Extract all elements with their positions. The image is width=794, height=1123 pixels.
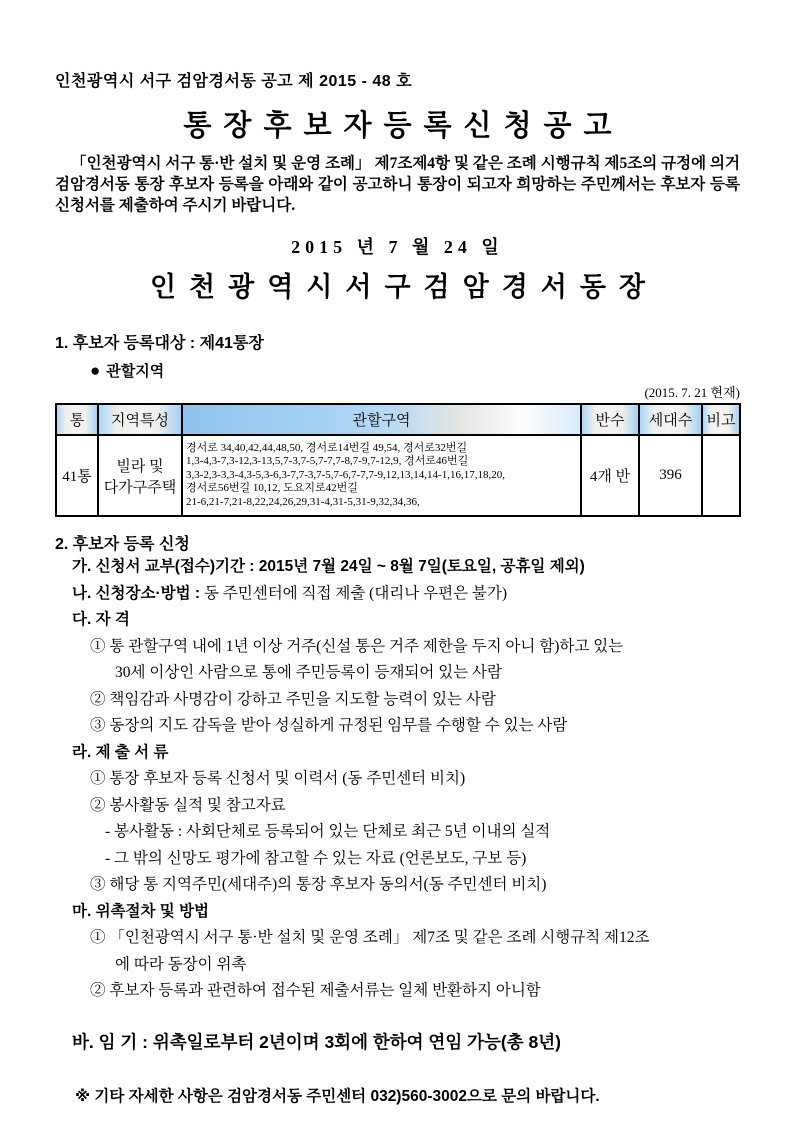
cell-households: 396 — [639, 435, 702, 516]
cell-region-type — [98, 435, 182, 516]
item-ma-1-line2: 에 따라 동장이 위촉 — [115, 955, 247, 973]
item-da-3: ③ 동장의 지도 감독을 받아 성실하게 규정된 임무를 수행할 수 있는 사람 — [90, 717, 568, 734]
item-da-label: 다. 자 격 — [72, 611, 130, 628]
cell-jurisdiction-addresses — [182, 435, 581, 516]
address-line: 21-6,21-7,21-8,22,24,26,29,31-4,31-5,31-9,32,34,36, — [186, 495, 420, 508]
item-na-label: 나. 신청장소·방법 : — [72, 584, 201, 602]
item-na — [72, 581, 740, 608]
item-ma-2: ② 후보자 등록과 관련하여 접수된 제출서류는 일체 반환하지 아니함 — [90, 982, 541, 999]
jurisdiction-table — [55, 403, 741, 517]
item-ra-2: ② 봉사활동 실적 및 참고자료 — [90, 796, 286, 814]
section2 — [55, 531, 740, 1106]
document-title: 통장후보자등록신청공고 — [183, 110, 624, 142]
cell-note — [702, 435, 740, 516]
signer-title: 인천광역시서구검암경서동장 — [149, 272, 659, 302]
cell-ban-count: 4개 반 — [581, 435, 639, 516]
item-ba-term: 바. 임 기 : 위촉일로부터 2년이며 3회에 한하여 연임 가능(총 8년) — [72, 1031, 561, 1052]
item-ma-label: 마. 위촉절차 및 방법 — [72, 902, 210, 920]
jurisdiction-label-line — [90, 360, 740, 381]
col-header-ban-count: 반수 — [581, 404, 639, 435]
item-ra-1: ① 통장 후보자 등록 신청서 및 이력서 (동 주민센터 비치) — [90, 770, 466, 787]
region-type-line1: 빌라 및 — [116, 458, 164, 475]
col-header-note: 비고 — [702, 404, 740, 435]
item-da-1-line2: 30세 이상인 사람으로 통에 주민등록이 등재되어 있는 사람 — [115, 664, 503, 681]
address-line: 경서로 34,40,42,44,48,50, 경서로14번길 49,54, 경서로32번길 — [186, 441, 468, 454]
jurisdiction-label: 관할지역 — [106, 363, 165, 380]
contact-note: ※ 기타 자세한 사항은 검암경서동 주민센터 032)560-3002으로 문의 바랍니다. — [75, 1087, 600, 1105]
cell-tong: 41통 — [56, 435, 98, 516]
circle-bullet-icon: ● — [90, 361, 101, 380]
item-ra-2-dash2: - 그 밖의 신망도 평가에 참고할 수 있는 자료 (언론보도, 구보 등) — [105, 849, 527, 867]
col-header-jurisdiction: 관할구역 — [182, 404, 581, 435]
item-ra-3: ③ 해당 통 지역주민(세대주)의 통장 후보자 동의서(동 주민센터 비치) — [90, 876, 547, 893]
item-ra-label: 라. 제 출 서 류 — [72, 743, 169, 761]
section2-heading: 2. 후보자 등록 신청 — [55, 536, 190, 553]
address-line: 경서로56번길 10,12, 도요지로42번길 — [186, 482, 358, 495]
col-header-tong: 통 — [56, 404, 98, 435]
item-da-2: ② 책임감과 사명감이 강하고 주민을 지도할 능력이 있는 사람 — [90, 690, 496, 708]
item-na-value: 동 주민센터에 직접 제출 (대리나 우편은 불가) — [203, 584, 508, 602]
intro-paragraph: 「인천광역시 서구 통·반 설치 및 운영 조례」 제7조제4항 및 같은 조례 시행규칙 제5조의 규정에 의거 검암경서동 통장 후보자 등록을 아래와 같이 공고하니 통장이 되고자 희망하는 주민께서는 후보자 등록신청서를 제출하여 주시기 바랍니다. — [55, 155, 740, 214]
section1-heading: 1. 후보자 등록대상 : 제41통장 — [55, 335, 264, 352]
announcement-date: 2015 년 7 월 24 일 — [291, 237, 504, 257]
notice-number: 인천광역시 서구 검암경서동 공고 제 2015 - 48 호 — [55, 73, 413, 90]
address-line: 3,3-2,3-3,3-4,3-5,3-6,3-7,7-3,7-5,7-6,7-7,7-9,12,13,14,14-1,16,17,18,20, — [186, 468, 505, 481]
col-header-region-type: 지역특성 — [98, 404, 182, 435]
as-of-date: (2015. 7. 21 현재) — [644, 385, 740, 400]
col-header-households: 세대수 — [639, 404, 702, 435]
item-ga: 가. 신청서 교부(접수)기간 : 2015년 7월 24일 ~ 8월 7일(토요일, 공휴일 제외) — [72, 558, 585, 575]
item-ra-2-dash1: - 봉사활동 : 사회단체로 등록되어 있는 단체로 최근 5년 이내의 실적 — [105, 823, 551, 840]
item-ma-1-line1: ① 「인천광역시 서구 통·반 설치 및 운영 조례」 제7조 및 같은 조례 시행규칙 제12조 — [90, 929, 650, 946]
table-header-row — [56, 404, 740, 435]
region-type-line2: 다가구주택 — [103, 479, 177, 496]
address-line: 1,3-4,3-7,3-12,3-13,5,7-3,7-5,7-7,7-8,7-9,7-12,9, 경서로46번길 — [186, 455, 469, 468]
item-da-1-line1: ① 통 관할구역 내에 1년 이상 거주(신설 통은 거주 제한을 두지 아니 함)하고 있는 — [90, 637, 624, 655]
table-row — [56, 435, 740, 516]
